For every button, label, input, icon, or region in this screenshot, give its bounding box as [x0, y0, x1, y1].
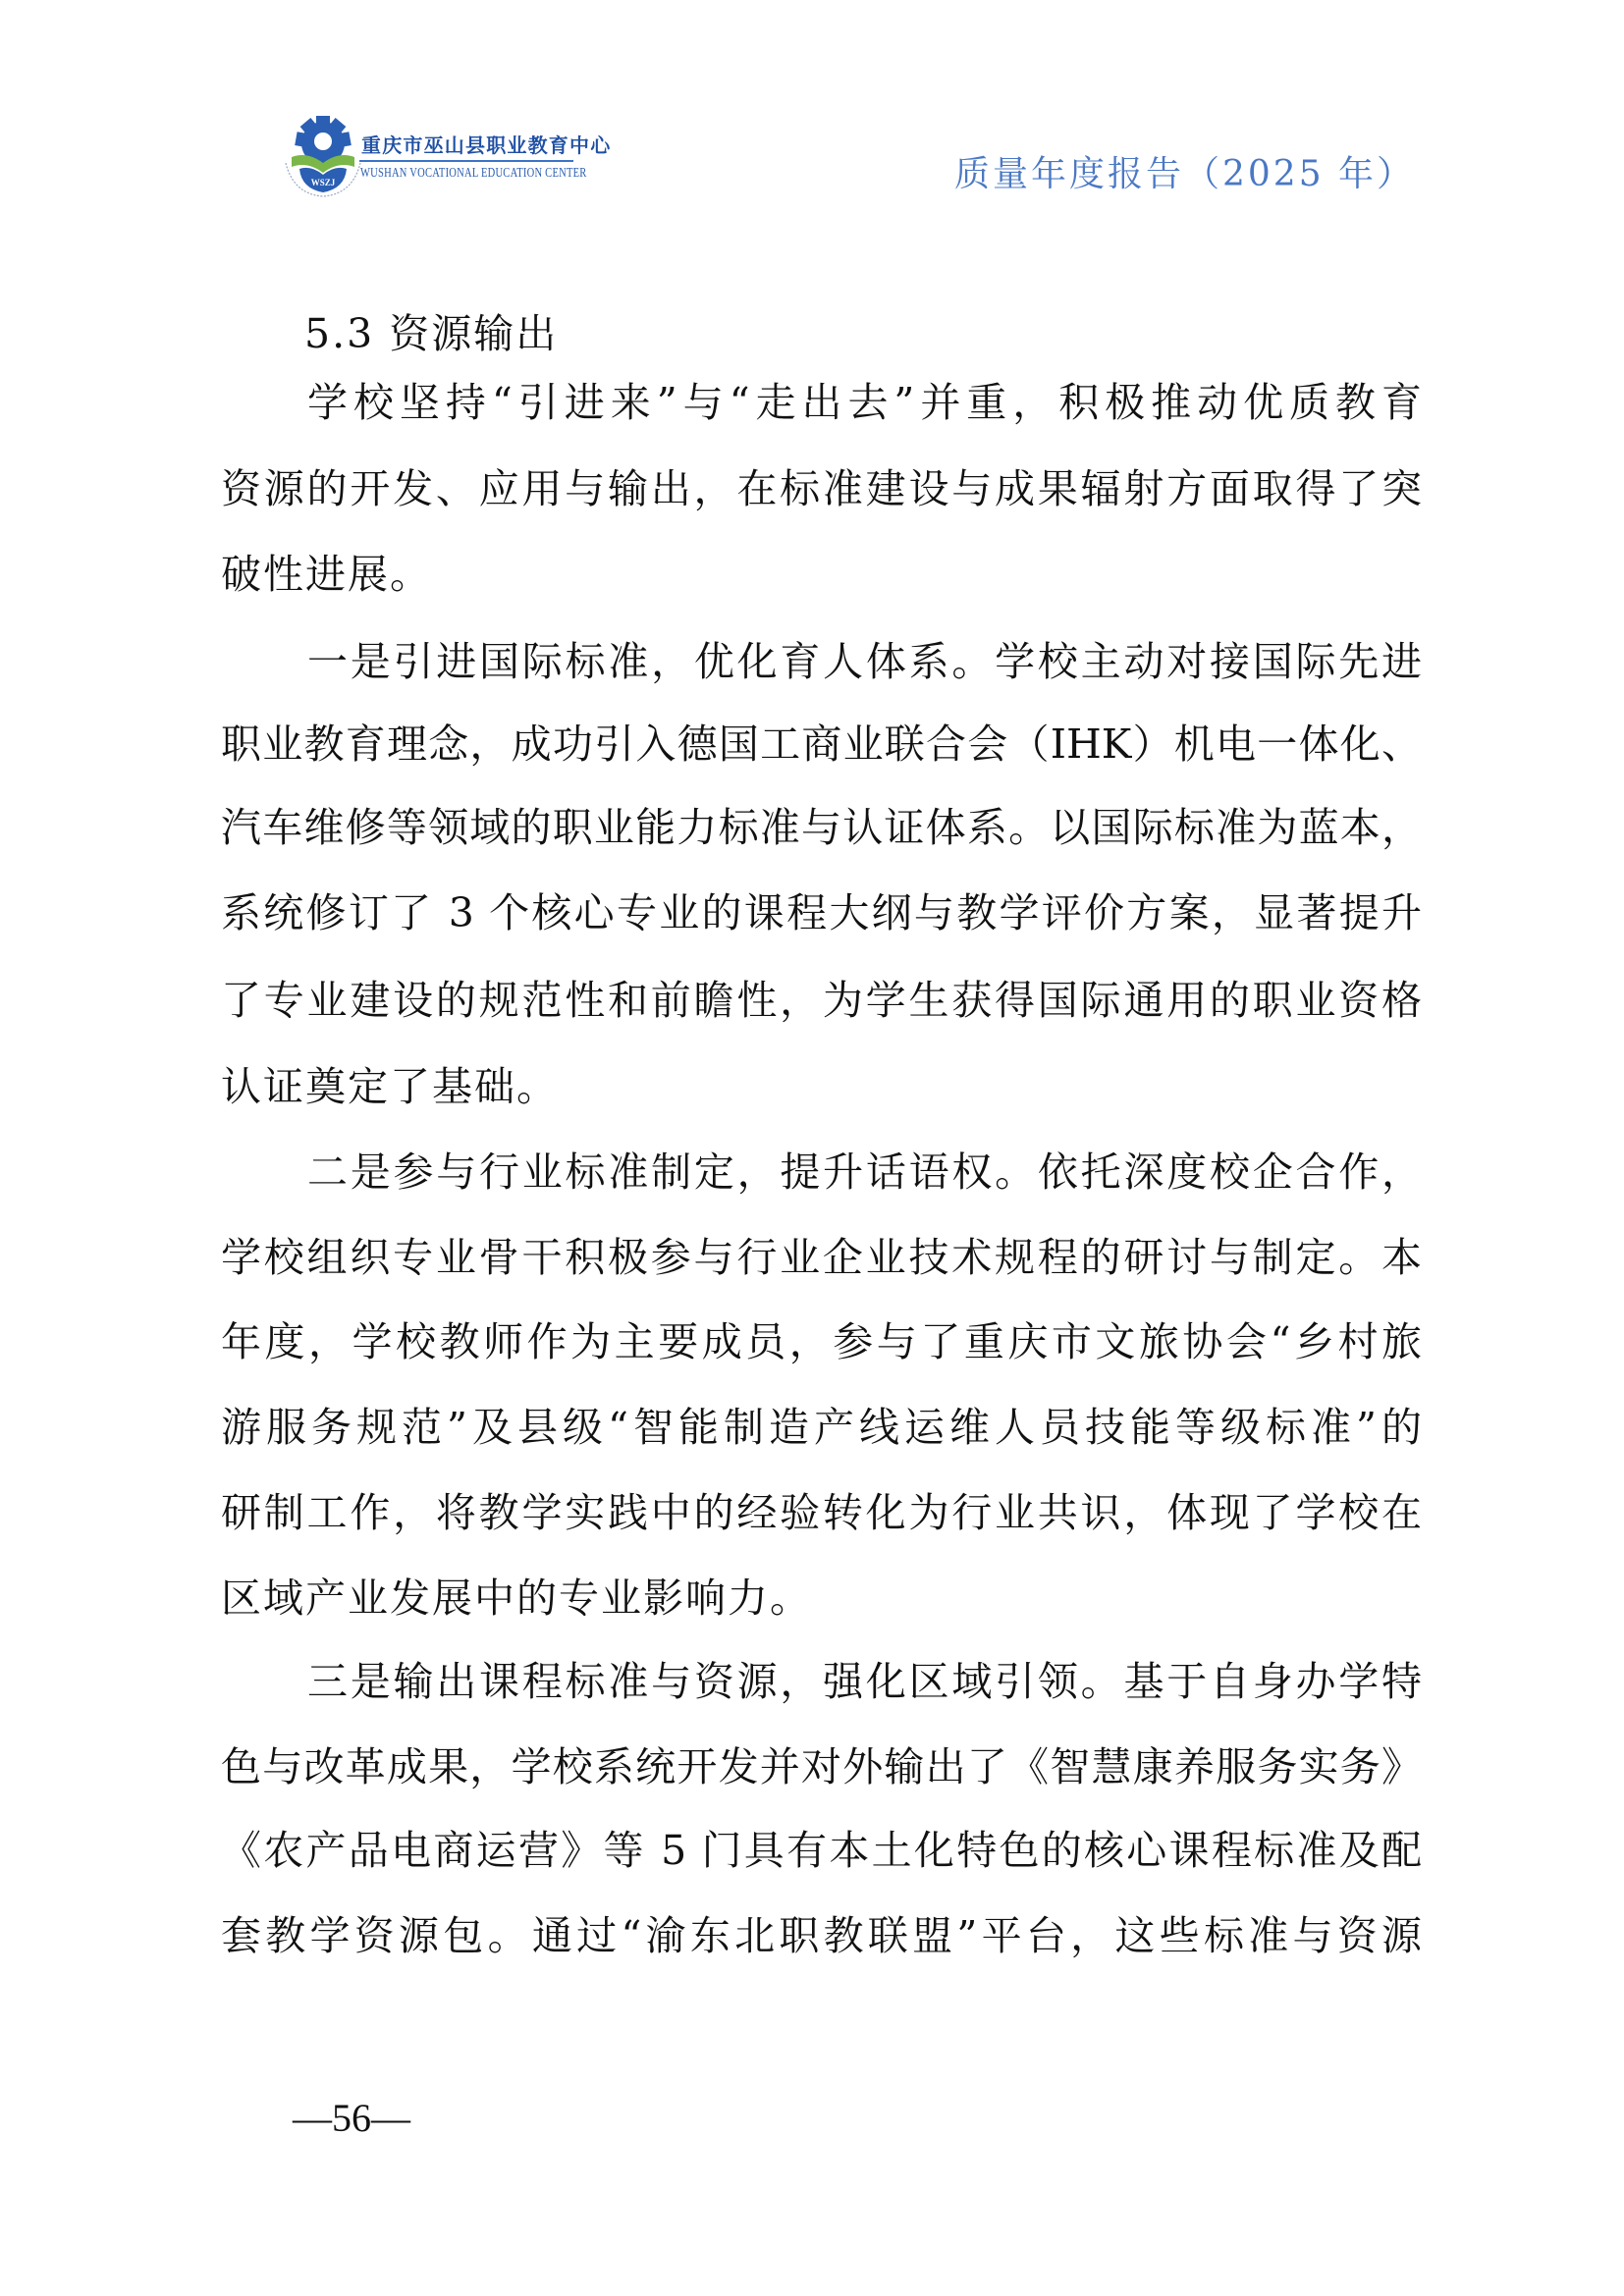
report-title: 质量年度报告（2025 年） — [954, 154, 1416, 194]
paragraph-line: 色与改革成果，学校系统开发并对外输出了《智慧康养服务实务》 — [221, 1743, 1422, 1790]
paragraph-line: 一是引进国际标准，优化育人体系。学校主动对接国际先进 — [307, 638, 1422, 685]
school-name-en: WUSHAN VOCATIONAL EDUCATION CENTER — [360, 165, 587, 180]
paragraph-line: 学校坚持“引进来”与“走出去”并重，积极推动优质教育 — [307, 379, 1422, 426]
paragraph-line: 年度，学校教师作为主要成员，参与了重庆市文旅协会“乡村旅 — [221, 1318, 1422, 1365]
header-divider — [359, 160, 573, 162]
paragraph-line: 学校组织专业骨干积极参与行业企业技术规程的研讨与制定。本 — [221, 1234, 1422, 1281]
page-number: —56— — [293, 2096, 410, 2140]
paragraph-line: 系统修订了 3 个核心专业的课程大纲与教学评价方案，显著提升 — [221, 889, 1422, 936]
svg-text:WSZJ: WSZJ — [310, 178, 336, 187]
paragraph-line: 二是参与行业标准制定，提升话语权。依托深度校企合作， — [307, 1148, 1422, 1196]
paragraph-line: 套教学资源包。通过“渝东北职教联盟”平台，这些标准与资源 — [221, 1912, 1422, 1959]
paragraph-line: 区域产业发展中的专业影响力。 — [221, 1575, 812, 1622]
paragraph-line: 研制工作，将教学实践中的经验转化为行业共识，体现了学校在 — [221, 1489, 1422, 1536]
school-logo-icon — [274, 114, 372, 198]
paragraph-line: 三是输出课程标准与资源，强化区域引领。基于自身办学特 — [307, 1658, 1422, 1705]
paragraph-line: 职业教育理念，成功引入德国工商业联合会（IHK）机电一体化、 — [221, 721, 1422, 768]
paragraph-line: 破性进展。 — [221, 551, 432, 598]
paragraph-line: 了专业建设的规范性和前瞻性，为学生获得国际通用的职业资格 — [221, 977, 1422, 1024]
paragraph-line: 资源的开发、应用与输出，在标准建设与成果辐射方面取得了突 — [221, 465, 1422, 512]
paragraph-line: 游服务规范”及县级“智能制造产线运维人员技能等级标准”的 — [221, 1404, 1422, 1451]
school-name-cn: 重庆市巫山县职业教育中心 — [361, 133, 612, 157]
paragraph-line: 《农产品电商运营》等 5 门具有本土化特色的核心课程标准及配 — [221, 1827, 1422, 1874]
paragraph-line: 认证奠定了基础。 — [221, 1063, 559, 1110]
section-heading: 5.3 资源输出 — [304, 310, 559, 357]
paragraph-line: 汽车维修等领域的职业能力标准与认证体系。以国际标准为蓝本， — [221, 804, 1422, 851]
